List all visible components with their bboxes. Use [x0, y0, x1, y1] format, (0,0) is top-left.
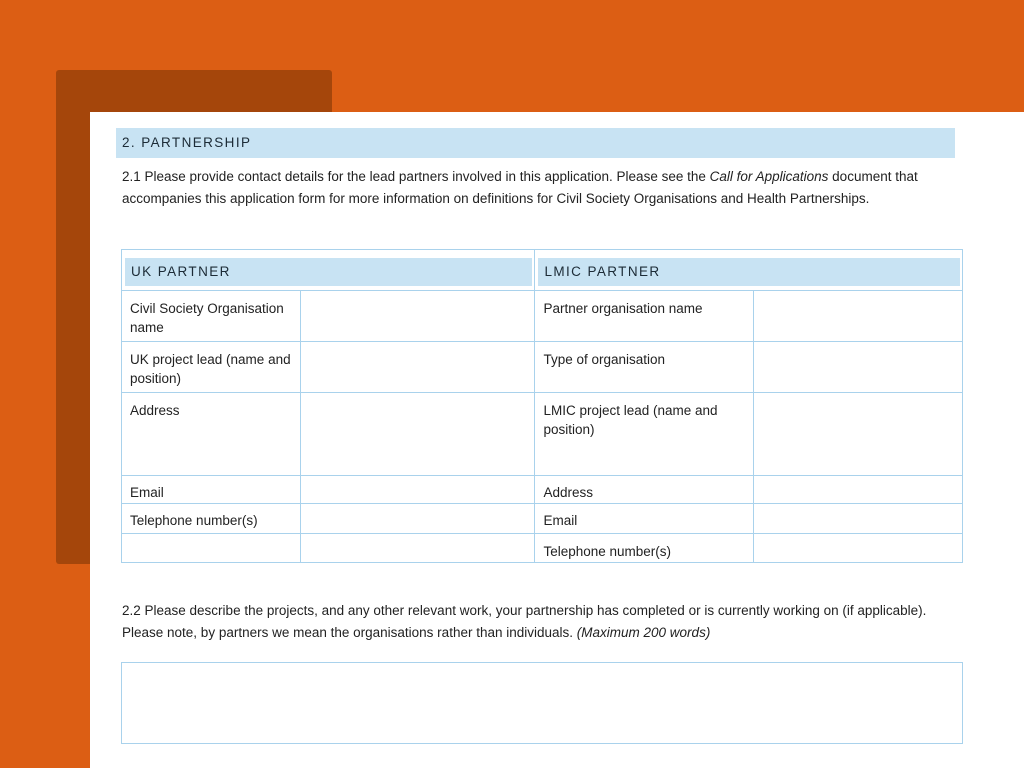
- uk-project-lead-label: UK project lead (name and position): [122, 342, 301, 393]
- uk-project-lead-field[interactable]: [301, 342, 535, 393]
- lmic-org-type-field[interactable]: [753, 342, 962, 393]
- partners-table: [121, 249, 963, 563]
- lmic-partner-header-cell: [535, 250, 963, 291]
- question-2-1-text-end: document that accompanies this application form for more information on definitions for Civil Society Organisations and Health Partnerships.: [122, 169, 918, 206]
- table-row: [122, 393, 963, 476]
- uk-address-label: Address: [122, 393, 301, 476]
- uk-telephone-label: Telephone number(s): [122, 504, 301, 534]
- lmic-email-label: Email: [535, 504, 753, 534]
- lmic-email-field[interactable]: [753, 504, 962, 534]
- uk-empty-label: [122, 534, 301, 563]
- lmic-org-name-field[interactable]: [753, 291, 962, 342]
- section-heading: 2. PARTNERSHIP: [116, 128, 955, 158]
- uk-telephone-field[interactable]: [301, 504, 535, 534]
- table-row: [122, 476, 963, 504]
- question-2-1: [122, 166, 962, 210]
- call-for-applications-ref: Call for Applications: [709, 169, 829, 184]
- uk-partner-header-cell: [122, 250, 535, 291]
- uk-address-field[interactable]: [301, 393, 535, 476]
- lmic-org-type-label: Type of organisation: [535, 342, 753, 393]
- lmic-partner-header: LMIC PARTNER: [538, 258, 960, 286]
- question-2-2-answer-box[interactable]: [121, 662, 963, 744]
- question-2-2-text: 2.2 Please describe the projects, and any other relevant work, your partnership has completed or is currently working on (if applicable). Please note, by partners we mean the organisations rather than individuals.: [122, 603, 927, 640]
- lmic-address-label: Address: [535, 476, 753, 504]
- uk-email-field[interactable]: [301, 476, 535, 504]
- table-row: [122, 504, 963, 534]
- lmic-project-lead-field[interactable]: [753, 393, 962, 476]
- word-limit-note: (Maximum 200 words): [576, 625, 711, 640]
- uk-org-name-field[interactable]: [301, 291, 535, 342]
- form-page: [90, 112, 1024, 768]
- uk-org-name-label: Civil Society Organisation name: [122, 291, 301, 342]
- lmic-telephone-label: Telephone number(s): [535, 534, 753, 563]
- lmic-address-field[interactable]: [753, 476, 962, 504]
- table-row: [122, 291, 963, 342]
- table-row: [122, 534, 963, 563]
- lmic-telephone-field[interactable]: [753, 534, 962, 563]
- lmic-org-name-label: Partner organisation name: [535, 291, 753, 342]
- uk-email-label: Email: [122, 476, 301, 504]
- question-2-1-text-start: 2.1 Please provide contact details for the lead partners involved in this application. Please see the: [122, 169, 710, 184]
- question-2-2: [122, 600, 962, 644]
- table-row: [122, 342, 963, 393]
- uk-partner-header: UK PARTNER: [125, 258, 532, 286]
- partners-header-row: [122, 250, 963, 291]
- uk-empty-field[interactable]: [301, 534, 535, 563]
- lmic-project-lead-label: LMIC project lead (name and position): [535, 393, 753, 476]
